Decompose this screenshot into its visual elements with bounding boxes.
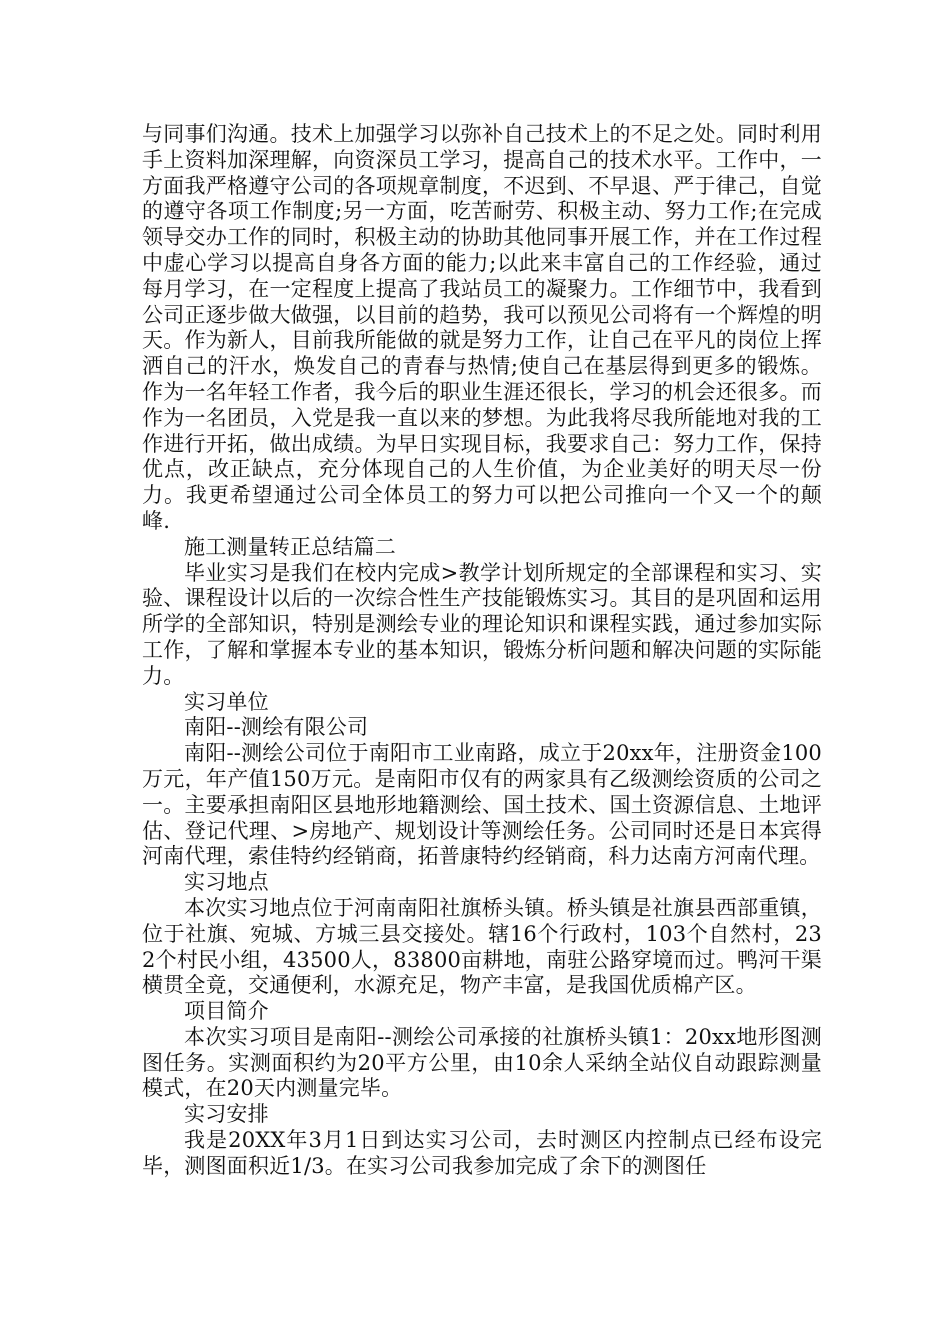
subheading-project: 项目简介 (184, 999, 269, 1024)
body-paragraph-3: 南阳--测绘公司位于南阳市工业南路，成立于20xx年，注册资金100万元，年产值150万元。是南阳市仅有的两家具有乙级测绘资质的公司之一。主要承担南阳区县地形地籍测绘、国土技术、国土资源信息、土地评估、登记代理、>房地产、规划设计等测绘任务。公司同时还是日本宾得河南代理，索佳特约经销商，拓普康特约经销商，科力达南方河南代理。 (142, 741, 822, 869)
company-name: 南阳--测绘有限公司 (184, 715, 369, 740)
body-paragraph-6: 我是20XX年3月1日到达实习公司，去时测区内控制点已经布设完毕，测图面积近1/3。在实习公司我参加完成了余下的测图任 (142, 1128, 822, 1178)
section-title: 施工测量转正总结篇二 (184, 534, 396, 559)
body-paragraph-4: 本次实习地点位于河南南阳社旗桥头镇。桥头镇是社旗县西部重镇，位于社旗、宛城、方城三县交接处。辖16个行政村，103个自然村，232个村民小组，43500人，83800亩耕地，南驻公路穿境而过。鸭河干渠横贯全竟，交通便利，水源充足，物产丰富，是我国优质棉产区。 (142, 895, 822, 998)
subheading-location: 实习地点 (184, 870, 269, 895)
document-page (142, 122, 822, 1180)
subheading-unit: 实习单位 (184, 689, 269, 714)
body-paragraph-5: 本次实习项目是南阳--测绘公司承接的社旗桥头镇1：20xx地形图测图任务。实测面积约为20平方公里，由10余人采纳全站仪自动跟踪测量模式，在20天内测量完毕。 (142, 1024, 822, 1101)
subheading-schedule: 实习安排 (184, 1102, 269, 1127)
body-paragraph-1: 与同事们沟通。技术上加强学习以弥补自己技术上的不足之处。同时利用手上资料加深理解，向资深员工学习，提高自己的技术水平。工作中，一方面我严格遵守公司的各项规章制度，不迟到、不早退、严于律己，自觉的遵守各项工作制度;另一方面，吃苦耐劳、积极主动、努力工作;在完成领导交办工作的同时，积极主动的协助其他同事开展工作，并在工作过程中虚心学习以提高自身各方面的能力;以此来丰富自己的工作经验，通过每月学习，在一定程度上提高了我站员工的凝聚力。工作细节中，我看到公司正逐步做大做强，以目前的趋势，我可以预见公司将有一个辉煌的明天。作为新人，目前我所能做的就是努力工作，让自己在平凡的岗位上挥洒自己的汗水，焕发自己的青春与热情;使自己在基层得到更多的锻炼。作为一名年轻工作者，我今后的职业生涯还很长，学习的机会还很多。而作为一名团员，入党是我一直以来的梦想。为此我将尽我所能地对我的工作进行开拓，做出成绩。为早日实现目标，我要求自己：努力工作，保持优点，改正缺点，充分体现自己的人生价值，为企业美好的明天尽一份力。我更希望通过公司全体员工的努力可以把公司推向一个又一个的颠峰. (142, 122, 822, 533)
body-paragraph-2: 毕业实习是我们在校内完成>教学计划所规定的全部课程和实习、实验、课程设计以后的一次综合性生产技能锻炼实习。其目的是巩固和运用所学的全部知识，特别是测绘专业的理论知识和课程实践，通过参加实际工作，了解和掌握本专业的基本知识，锻炼分析问题和解决问题的实际能力。 (142, 560, 822, 688)
